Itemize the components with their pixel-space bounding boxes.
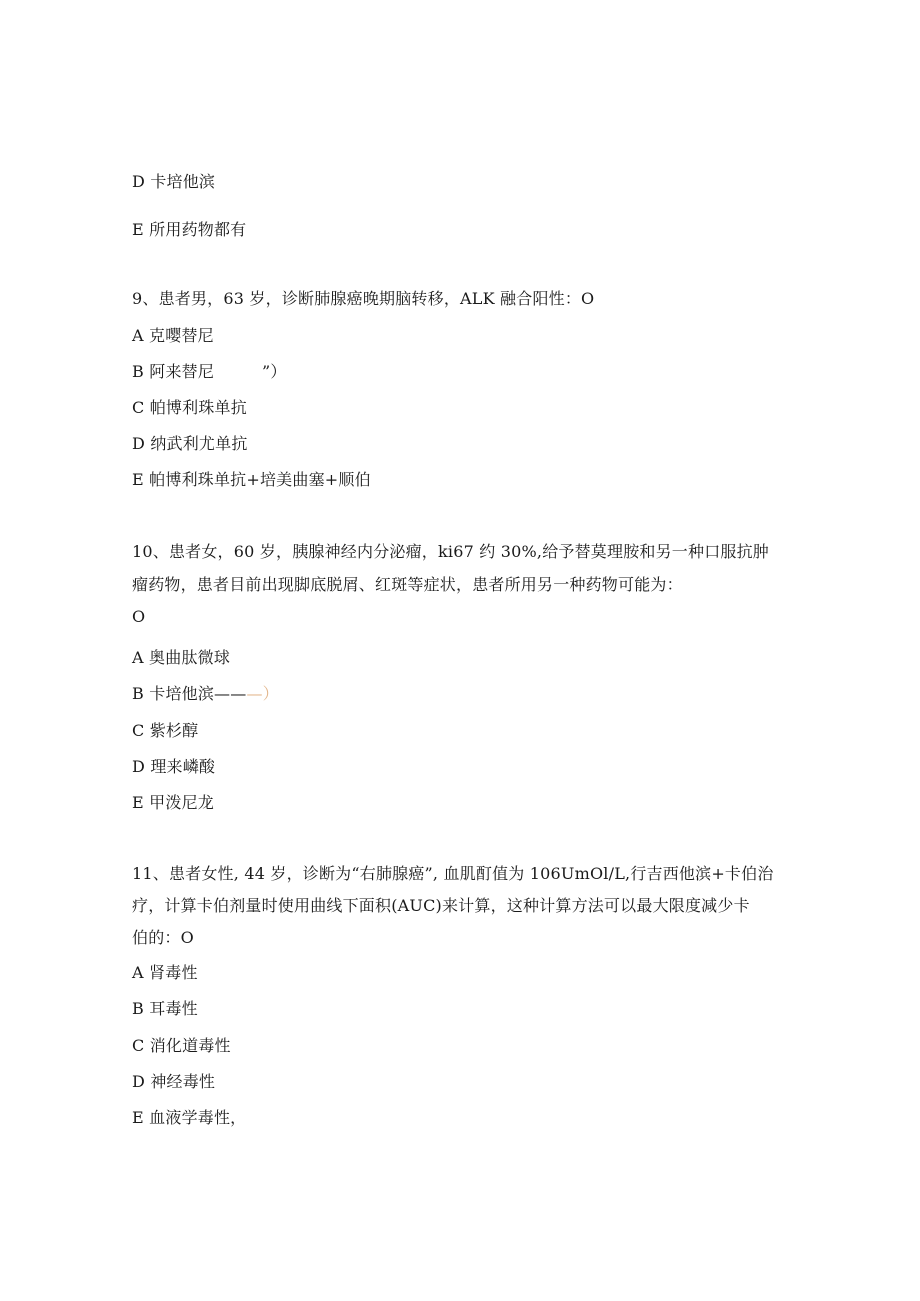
question-10-option-b bbox=[132, 684, 279, 704]
question-11-stem-line-3: 伯的：O bbox=[132, 928, 194, 947]
question-9-option-d: D 纳武利尤单抗 bbox=[132, 434, 248, 453]
question-10-stem-line-1: 10、患者女，60 岁，胰腺神经内分泌瘤，ki67 约 30%,给予替莫理胺和另一种口服抗肿 bbox=[132, 542, 769, 561]
question-9-stem: 9、患者男，63 岁，诊断肺腺癌晚期脑转移，ALK 融合阳性：O bbox=[132, 289, 595, 308]
option-text: B 阿来替尼 bbox=[132, 362, 215, 381]
stray-mark: ”） bbox=[262, 362, 287, 381]
question-9-option-c: C 帕博利珠单抗 bbox=[132, 398, 247, 417]
question-10-option-a: A 奥曲肽微球 bbox=[132, 648, 231, 667]
question-11-option-e: E 血液学毒性， bbox=[132, 1108, 247, 1127]
question-10-option-e: E 甲泼尼龙 bbox=[132, 793, 214, 812]
question-9-option-a: A 克嘤替尼 bbox=[132, 326, 214, 345]
question-11-option-c: C 消化道毒性 bbox=[132, 1036, 231, 1055]
question-11-option-b: B 耳毒性 bbox=[132, 999, 198, 1018]
option-d-prev: D 卡培他滨 bbox=[132, 172, 216, 191]
question-10-option-c: C 紫杉醇 bbox=[132, 721, 199, 740]
question-11-option-d: D 神经毒性 bbox=[132, 1072, 216, 1091]
question-9-option-b bbox=[132, 362, 287, 382]
question-11-option-a: A 肾毒性 bbox=[132, 963, 198, 982]
option-text: B 卡培他滨—— bbox=[132, 684, 247, 703]
question-10-stem-line-3: O bbox=[132, 607, 146, 626]
option-e-prev: E 所用药物都有 bbox=[132, 220, 247, 239]
question-9-option-e: E 帕博利珠单抗+培美曲塞+顺伯 bbox=[132, 470, 371, 489]
stray-mark: —） bbox=[246, 684, 279, 703]
question-10-option-d: D 理来嶙酸 bbox=[132, 757, 216, 776]
question-11-stem-line-1: 11、患者女性, 44 岁，诊断为“右肺腺癌”, 血肌酊值为 106UmOl/L,行吉西他滨+卡伯治 bbox=[132, 864, 774, 883]
question-11-stem-line-2: 疗，计算卡伯剂量时使用曲线下面积(AUC)来计算，这种计算方法可以最大限度减少卡 bbox=[132, 896, 750, 915]
question-10-stem-line-2: 瘤药物，患者目前出现脚底脱屑、红斑等症状，患者所用另一种药物可能为： bbox=[132, 575, 683, 594]
